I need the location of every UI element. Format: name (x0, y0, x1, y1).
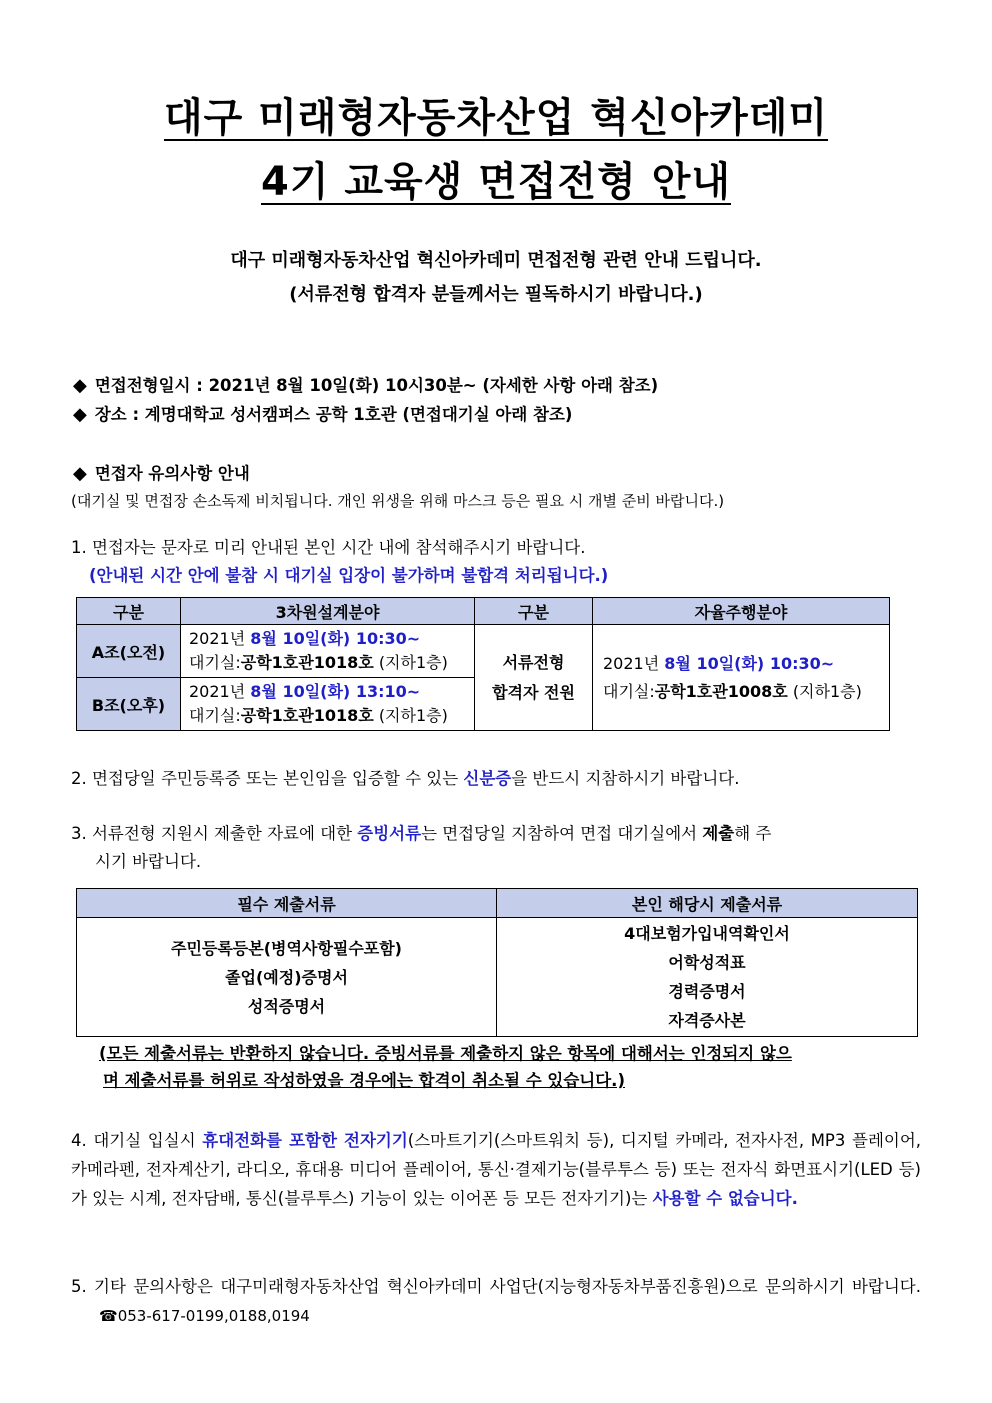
phone-icon: ☎ (99, 1307, 118, 1325)
right-group-label: 서류전형 합격자 전원 (475, 625, 593, 731)
schedule-header-3d: 3차원설계분야 (181, 598, 475, 625)
group-a-date: 8월 10일(화) 10:30~ (250, 629, 421, 648)
item1-warning: (안내된 시간 안에 불참 시 대기실 입장이 불가하며 불합격 처리됩니다.) (89, 566, 609, 585)
schedule-header-group2: 구분 (475, 598, 593, 625)
page-title-line2: 4기 교육생 면접전형 안내 (260, 159, 731, 205)
group-b-date: 8월 10일(화) 13:10~ (250, 682, 421, 701)
group-b-label: B조(오후) (77, 678, 181, 731)
notice-subtext: (대기실 및 면접장 손소독제 비치됩니다. 개인 위생을 위해 마스크 등은 필요 시 개별 준비 바랍니다.) (71, 492, 725, 510)
page-title-line1: 대구 미래형자동차산업 혁신아카데미 (163, 95, 829, 141)
schedule-table (76, 597, 890, 731)
schedule-header-group: 구분 (77, 598, 181, 625)
schedule-header-auto: 자율주행분야 (593, 598, 890, 625)
bullet-notice-title: ◆ 면접자 유의사항 안내 (73, 463, 250, 484)
intro-line2: (서류전형 합격자 분들께서는 필독하시기 바랍니다.) (289, 284, 703, 305)
item4-text: 4. 대기실 입실시 휴대전화를 포함한 전자기기(스마트기기(스마트워치 등), 디지털 카메라, 전자사전, MP3 플레이어, 카메라펜, 전자계산기, 라디오, 휴대용 미디어 플레이어, 통신·결제기능(블루투스 등) 또는 전자식 화면표시기(LED 등)가 있는 시계, 전자담배, 통신(블루투스) 기능이 있는 이어폰 등 모든 전자기기)는 사용할 수 없습니다. (71, 1131, 922, 1208)
intro-line1: 대구 미래형자동차산업 혁신아카데미 면접전형 관련 안내 드립니다. (230, 250, 762, 271)
diamond-icon: ◆ (73, 404, 87, 425)
group-a-label: A조(오전) (77, 625, 181, 678)
docs-optional-list: 4대보험가입내역확인서 어학성적표 경력증명서 자격증사본 (497, 918, 918, 1037)
diamond-icon: ◆ (73, 375, 87, 396)
docs-note: (모든 제출서류는 반환하지 않습니다. 증빙서류를 제출하지 않은 항목에 대해서는 인정되지 않으 며 제출서류를 허위로 작성하였을 경우에는 합격이 취소될 수 있습니다.) (99, 1044, 792, 1090)
item2-text: 2. 면접당일 주민등록증 또는 본인임을 입증할 수 있는 신분증을 반드시 지참하시기 바랍니다. (71, 769, 740, 788)
docs-header-required: 필수 제출서류 (77, 889, 497, 918)
bullet-date: ◆ 면접전형일시 : 2021년 8월 10일(화) 10시30분~ (자세한 사항 아래 참조) (73, 375, 659, 396)
diamond-icon: ◆ (73, 463, 87, 484)
group-b-cell: 2021년 8월 10일(화) 13:10~ 대기실:공학1호관1018호 (지하1층) (181, 678, 475, 731)
docs-required-list: 주민등록등본(병역사항필수포함) 졸업(예정)증명서 성적증명서 (77, 918, 497, 1037)
auto-date: 8월 10일(화) 10:30~ (664, 653, 835, 673)
auto-cell: 2021년 8월 10일(화) 10:30~ 대기실:공학1호관1008호 (지하1층) (593, 625, 890, 731)
item3-text: 3. 서류전형 지원시 제출한 자료에 대한 증빙서류는 면접당일 지참하여 면접 대기실에서 제출해 주 시기 바랍니다. (71, 824, 772, 871)
item5-text: 5. 기타 문의사항은 대구미래형자동차산업 혁신아카데미 사업단(지능형자동차부품진흥원)으로 문의하시기 바랍니다. ☎053-617-0199,0188,0194 (71, 1277, 921, 1325)
group-a-cell: 2021년 8월 10일(화) 10:30~ 대기실:공학1호관1018호 (지하1층) (181, 625, 475, 678)
item1-text: 1. 면접자는 문자로 미리 안내된 본인 시간 내에 참석해주시기 바랍니다. (71, 538, 586, 557)
docs-header-optional: 본인 해당시 제출서류 (497, 889, 918, 918)
bullet-place: ◆ 장소 : 계명대학교 성서캠퍼스 공학 1호관 (면접대기실 아래 참조) (73, 404, 573, 425)
contact-phone: ☎053-617-0199,0188,0194 (99, 1307, 310, 1325)
documents-table (76, 888, 918, 1037)
